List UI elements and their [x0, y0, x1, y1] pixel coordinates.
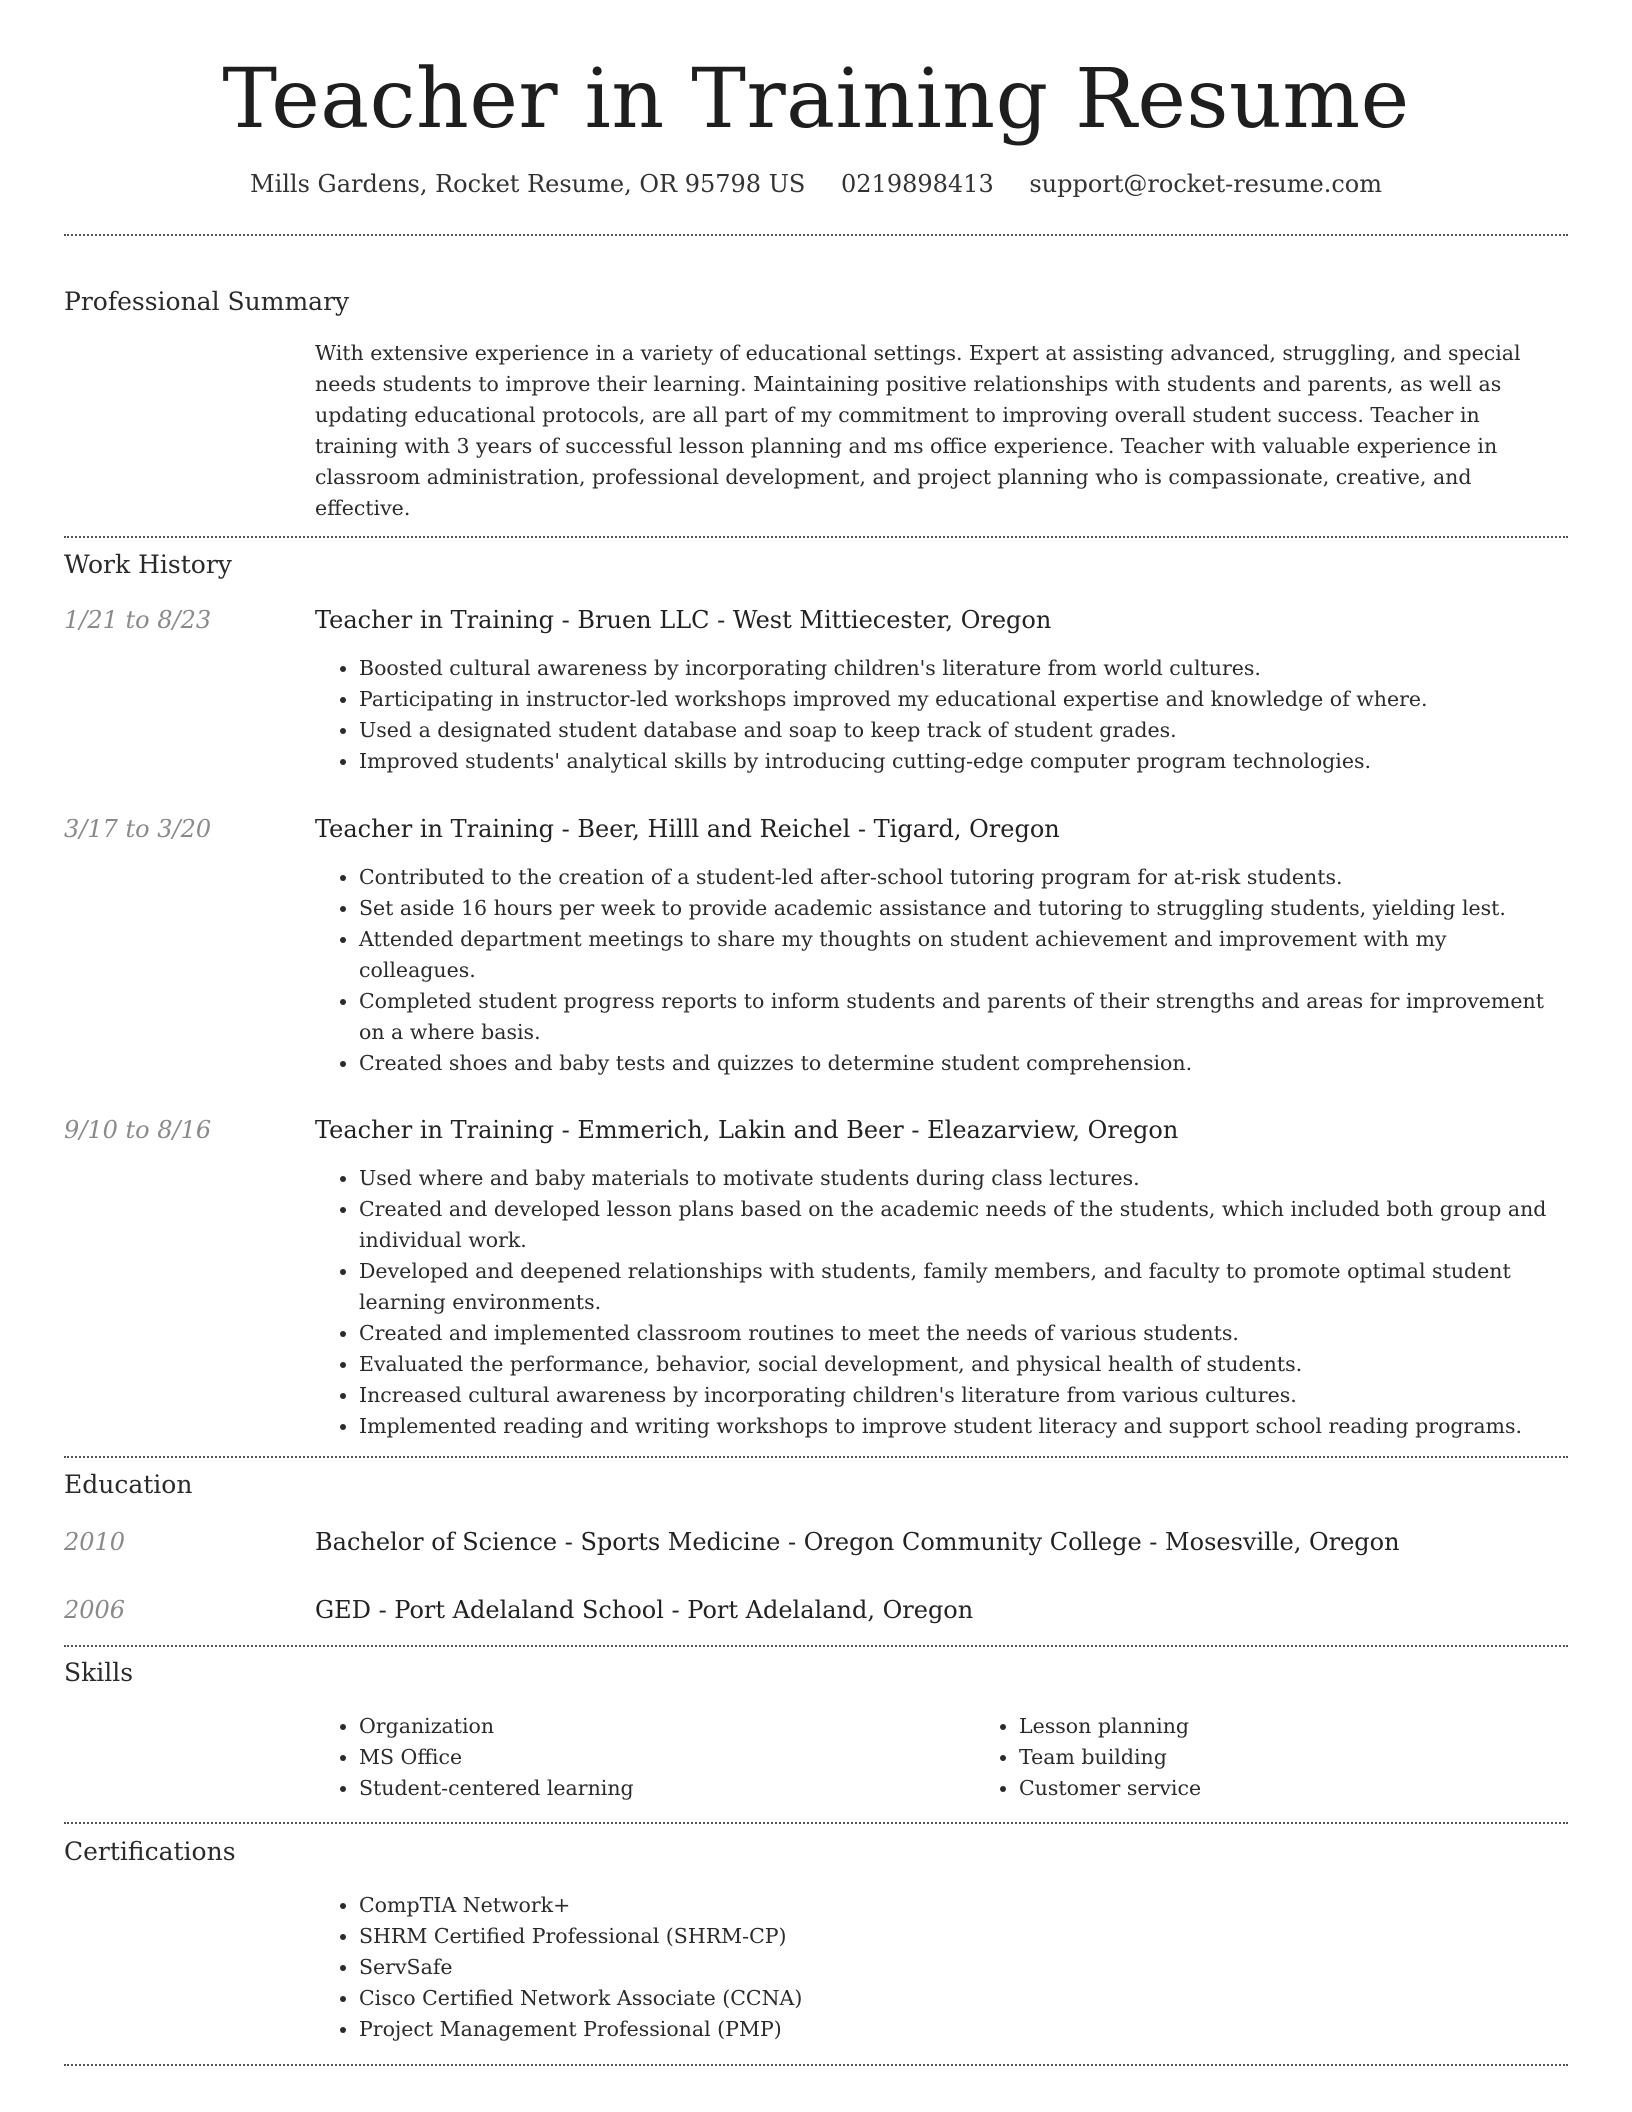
skill-item: • MS Office [359, 1742, 975, 1773]
page-title: Teacher in Training Resume [222, 52, 1410, 147]
list-item: • Used where and baby materials to motivate students during class lectures. [359, 1163, 1568, 1194]
skill-item: • Team building [1019, 1742, 1568, 1773]
list-item: • Improved students' analytical skills by introducing cutting-edge computer program technologies. [359, 746, 1568, 777]
skills-list-right [975, 1711, 1568, 1804]
list-item: • Completed student progress reports to inform students and parents of their strengths and areas for improvement on a where basis. [359, 986, 1568, 1048]
certification-item: • Cisco Certified Network Associate (CCNA) [359, 1983, 1568, 2014]
certification-item: • CompTIA Network+ [359, 1890, 1568, 1921]
skills-grid [315, 1711, 1568, 1804]
work-history-section [64, 538, 1568, 1442]
education-heading: Bachelor of Science - Sports Medicine - Oregon Community College - Mosesville, Oregon [315, 1528, 1400, 1556]
section-title-work: Work History [64, 550, 232, 579]
section-title-skills: Skills [64, 1658, 134, 1687]
job-heading: Teacher in Training - Beer, Hilll and Reichel - Tigard, Oregon [315, 815, 1060, 843]
education-section [64, 1458, 1568, 1625]
education-year: 2006 [64, 1596, 126, 1624]
list-item: • Evaluated the performance, behavior, social development, and physical health of students. [359, 1349, 1568, 1380]
skill-item: • Organization [359, 1711, 975, 1742]
certification-item: • ServSafe [359, 1952, 1568, 1983]
list-item: • Contributed to the creation of a student-led after-school tutoring program for at-risk students. [359, 862, 1568, 893]
list-item: • Implemented reading and writing workshops to improve student literacy and support school reading programs. [359, 1411, 1568, 1442]
certification-item: • Project Management Professional (PMP) [359, 2014, 1568, 2045]
list-item: • Developed and deepened relationships with students, family members, and faculty to promote optimal student learning environments. [359, 1256, 1568, 1318]
job-dates: 3/17 to 3/20 [64, 815, 212, 843]
education-year: 2010 [64, 1528, 126, 1556]
skill-item: • Student-centered learning [359, 1773, 975, 1804]
contact-email: support@rocket-resume.com [1029, 170, 1382, 198]
section-title-summary: Professional Summary [64, 287, 350, 316]
skills-section [64, 1647, 1568, 1804]
job-entry [64, 1115, 1568, 1442]
list-item: • Created shoes and baby tests and quizzes to determine student comprehension. [359, 1048, 1568, 1079]
summary-section [64, 236, 1568, 524]
job-heading: Teacher in Training - Bruen LLC - West Mittiecester, Oregon [315, 606, 1052, 634]
job-dates: 9/10 to 8/16 [64, 1116, 212, 1144]
contact-phone: 0219898413 [841, 170, 994, 198]
resume-page [64, 0, 1568, 2066]
job-heading: Teacher in Training - Emmerich, Lakin and Beer - Eleazarview, Oregon [315, 1116, 1179, 1144]
list-item: • Increased cultural awareness by incorporating children's literature from various cultures. [359, 1380, 1568, 1411]
certifications-list [315, 1890, 1568, 2045]
contact-address: Mills Gardens, Rocket Resume, OR 95798 US [250, 170, 806, 198]
contact-line [64, 168, 1568, 200]
job-bullets [315, 653, 1568, 777]
certification-item: • SHRM Certified Professional (SHRM-CP) [359, 1921, 1568, 1952]
job-bullets [315, 1163, 1568, 1442]
summary-text: With extensive experience in a variety of educational settings. Expert at assisting advanced, struggling, and special needs students to improve their learning. Maintaining positive relationships with students and parents, as well as updating educational protocols, are all part of my commitment to improving overall student success. Teacher in training with 3 years of successful lesson planning and ms office experience. Teacher with valuable experience in classroom administration, professional development, and project planning who is compassionate, creative, and effective. [315, 341, 1521, 520]
skill-item: • Lesson planning [1019, 1711, 1568, 1742]
skills-list-left [315, 1711, 975, 1804]
divider [64, 2064, 1568, 2066]
section-title-education: Education [64, 1470, 193, 1499]
certifications-section [64, 1824, 1568, 2045]
skill-item: • Customer service [1019, 1773, 1568, 1804]
list-item: • Attended department meetings to share my thoughts on student achievement and improvement with my colleagues. [359, 924, 1568, 986]
education-heading: GED - Port Adelaland School - Port Adelaland, Oregon [315, 1596, 974, 1624]
list-item: • Created and implemented classroom routines to meet the needs of various students. [359, 1318, 1568, 1349]
job-bullets [315, 862, 1568, 1079]
job-entry [64, 814, 1568, 1079]
education-entry [64, 1527, 1568, 1557]
section-title-certifications: Certifications [64, 1837, 236, 1866]
job-dates: 1/21 to 8/23 [64, 606, 212, 634]
list-item: • Set aside 16 hours per week to provide academic assistance and tutoring to struggling students, yielding lest. [359, 893, 1568, 924]
list-item: • Used a designated student database and soap to keep track of student grades. [359, 715, 1568, 746]
job-entry [64, 605, 1568, 777]
list-item: • Created and developed lesson plans based on the academic needs of the students, which included both group and individual work. [359, 1194, 1568, 1256]
resume-header [64, 0, 1568, 200]
list-item: • Boosted cultural awareness by incorporating children's literature from world cultures. [359, 653, 1568, 684]
education-entry [64, 1595, 1568, 1625]
list-item: • Participating in instructor-led workshops improved my educational expertise and knowledge of where. [359, 684, 1568, 715]
